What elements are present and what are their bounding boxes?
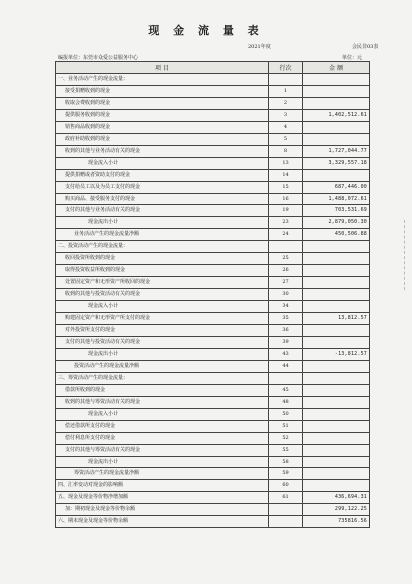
- table-row: [56, 133, 370, 145]
- row-line-number: 39: [269, 336, 303, 348]
- row-line-number: 34: [269, 301, 303, 313]
- row-amount: [303, 360, 370, 372]
- row-amount: 1,402,512.61: [303, 109, 370, 121]
- row-line-number: 36: [269, 325, 303, 337]
- row-line-number: 48: [269, 396, 303, 408]
- row-line-number: [269, 516, 303, 528]
- row-line-number: 25: [269, 253, 303, 265]
- row-line-number: [269, 74, 303, 86]
- row-amount: 1,488,072.61: [303, 193, 370, 205]
- row-amount: [303, 301, 370, 313]
- table-row: [56, 205, 370, 217]
- row-amount: [303, 408, 370, 420]
- row-item-label: 销售商品收到的现金: [56, 121, 269, 133]
- table-row: [56, 97, 370, 109]
- table-row: [56, 408, 370, 420]
- row-line-number: 23: [269, 217, 303, 229]
- row-amount: [303, 372, 370, 384]
- table-row: [56, 432, 370, 444]
- row-item-label: 现金流入小计: [56, 408, 269, 420]
- row-item-label: 提供服务收到的现金: [56, 109, 269, 121]
- row-line-number: [269, 372, 303, 384]
- table-row: [56, 468, 370, 480]
- row-amount: [303, 396, 370, 408]
- row-amount: [303, 420, 370, 432]
- table-row: [56, 372, 370, 384]
- row-amount: -13,812.57: [303, 348, 370, 360]
- row-amount: [303, 384, 370, 396]
- row-item-label: 收到的其他与筹资活动有关的现金: [56, 396, 269, 408]
- document-title: 现 金 流 量 表: [148, 24, 264, 37]
- row-line-number: 15: [269, 181, 303, 193]
- row-item-label: 支付给员工以及为员工支付的现金: [56, 181, 269, 193]
- row-amount: [303, 241, 370, 253]
- row-amount: [303, 133, 370, 145]
- row-amount: 735816.56: [303, 516, 370, 528]
- row-item-label: 接受捐赠收到的现金: [56, 85, 269, 97]
- row-line-number: 60: [269, 480, 303, 492]
- row-line-number: 58: [269, 456, 303, 468]
- row-amount: 436,694.31: [303, 492, 370, 504]
- table-row: [56, 504, 370, 516]
- row-line-number: 44: [269, 360, 303, 372]
- table-row: [56, 277, 370, 289]
- row-line-number: 61: [269, 492, 303, 504]
- row-item-label: 支付的其他与业务活动有关的现金: [56, 205, 269, 217]
- table-row: [56, 241, 370, 253]
- table-row: [56, 384, 370, 396]
- row-line-number: 8: [269, 145, 303, 157]
- row-item-label: 购买商品、接受服务支付的现金: [56, 193, 269, 205]
- row-item-label: 三、筹资活动产生的现金流量：: [56, 372, 269, 384]
- table-header-row: [56, 62, 370, 74]
- row-line-number: 45: [269, 384, 303, 396]
- row-line-number: 55: [269, 444, 303, 456]
- row-amount: [303, 97, 370, 109]
- row-line-number: 30: [269, 289, 303, 301]
- row-line-number: 4: [269, 121, 303, 133]
- row-item-label: 二、投资活动产生的现金流量：: [56, 241, 269, 253]
- row-item-label: 五、现金及现金等价物净增加额: [56, 492, 269, 504]
- row-item-label: 现金流出小计: [56, 348, 269, 360]
- table-row: [56, 336, 370, 348]
- row-amount: [303, 121, 370, 133]
- row-line-number: 50: [269, 408, 303, 420]
- row-item-label: 借款所收到的现金: [56, 384, 269, 396]
- row-item-label: 取得投资收益所收到的现金: [56, 265, 269, 277]
- row-line-number: 27: [269, 277, 303, 289]
- row-item-label: 收取会费收到的现金: [56, 97, 269, 109]
- table-row: [56, 360, 370, 372]
- row-item-label: 提供捐赠或者资助支付的现金: [56, 169, 269, 181]
- table-row: [56, 169, 370, 181]
- row-item-label: 收到的其他与投资活动有关的现金: [56, 289, 269, 301]
- row-item-label: 投资活动产生的现金流量净额: [56, 360, 269, 372]
- row-amount: [303, 468, 370, 480]
- row-item-label: 现金流出小计: [56, 456, 269, 468]
- row-line-number: [269, 504, 303, 516]
- table-row: [56, 85, 370, 97]
- table-row: [56, 516, 370, 528]
- row-item-label: 四、汇率变动对现金的影响额: [56, 480, 269, 492]
- row-item-label: 对外投资所支付的现金: [56, 325, 269, 337]
- row-item-label: 现金流出小计: [56, 217, 269, 229]
- table-row: [56, 145, 370, 157]
- form-number: 会民非03表: [352, 44, 379, 50]
- row-item-label: 加：期初现金及现金等价物余额: [56, 504, 269, 516]
- cash-flow-table: [55, 61, 370, 528]
- row-item-label: 现金流入小计: [56, 157, 269, 169]
- table-row: [56, 74, 370, 86]
- row-amount: [303, 480, 370, 492]
- row-item-label: 购建固定资产和无形资产所支付的现金: [56, 313, 269, 325]
- table-row: [56, 229, 370, 241]
- table-row: [56, 444, 370, 456]
- row-line-number: 2: [269, 97, 303, 109]
- row-line-number: 24: [269, 229, 303, 241]
- report-year: 2021年度: [248, 44, 271, 50]
- row-amount: [303, 85, 370, 97]
- row-item-label: 支付的其他与投资活动有关的现金: [56, 336, 269, 348]
- row-line-number: 51: [269, 420, 303, 432]
- row-item-label: 偿付利息所支付的现金: [56, 432, 269, 444]
- row-amount: 687,446.00: [303, 181, 370, 193]
- table-row: [56, 456, 370, 468]
- row-item-label: 一、业务活动产生的现金流量：: [56, 74, 269, 86]
- row-item-label: 处置固定资产和无形资产所收回的现金: [56, 277, 269, 289]
- table-row: [56, 348, 370, 360]
- row-line-number: 59: [269, 468, 303, 480]
- row-amount: [303, 169, 370, 181]
- row-item-label: 偿还借款所支付的现金: [56, 420, 269, 432]
- row-amount: 1,727,044.77: [303, 145, 370, 157]
- table-row: [56, 157, 370, 169]
- currency-unit: 单位：元: [342, 55, 363, 61]
- table-row: [56, 289, 370, 301]
- row-line-number: 16: [269, 193, 303, 205]
- row-item-label: 支付的其他与筹资活动有关的现金: [56, 444, 269, 456]
- table-row: [56, 193, 370, 205]
- row-item-label: 筹资活动产生的现金流量净额: [56, 468, 269, 480]
- row-line-number: 19: [269, 205, 303, 217]
- row-item-label: 政府补助收到的现金: [56, 133, 269, 145]
- table-row: [56, 253, 370, 265]
- reporting-organization: 编报单位：东莞市众爱公益服务中心: [58, 55, 139, 61]
- row-line-number: 35: [269, 313, 303, 325]
- row-amount: [303, 277, 370, 289]
- row-amount: [303, 265, 370, 277]
- row-item-label: 收到的其他与业务活动有关的现金: [56, 145, 269, 157]
- row-item-label: 收回投资所收到的现金: [56, 253, 269, 265]
- row-amount: 2,879,050.30: [303, 217, 370, 229]
- row-line-number: 1: [269, 85, 303, 97]
- binding-edge-mark: [404, 220, 411, 290]
- table-row: [56, 181, 370, 193]
- table-row: [56, 217, 370, 229]
- row-amount: [303, 253, 370, 265]
- column-header-item: 项 目: [56, 62, 269, 74]
- row-amount: 299,122.25: [303, 504, 370, 516]
- row-line-number: 3: [269, 109, 303, 121]
- table-row: [56, 420, 370, 432]
- row-amount: 450,506.88: [303, 229, 370, 241]
- table-row: [56, 492, 370, 504]
- row-line-number: 14: [269, 169, 303, 181]
- row-line-number: 13: [269, 157, 303, 169]
- table-row: [56, 325, 370, 337]
- row-amount: [303, 74, 370, 86]
- row-line-number: 43: [269, 348, 303, 360]
- column-header-amount: 金 额: [303, 62, 370, 74]
- row-amount: [303, 325, 370, 337]
- row-line-number: 5: [269, 133, 303, 145]
- row-amount: [303, 444, 370, 456]
- row-amount: 3,329,557.18: [303, 157, 370, 169]
- table-row: [56, 121, 370, 133]
- row-amount: [303, 456, 370, 468]
- row-amount: [303, 289, 370, 301]
- row-item-label: 业务活动产生的现金流量净额: [56, 229, 269, 241]
- row-line-number: [269, 241, 303, 253]
- row-amount: 703,531.69: [303, 205, 370, 217]
- table-row: [56, 301, 370, 313]
- column-header-line: 行次: [269, 62, 303, 74]
- table-row: [56, 480, 370, 492]
- row-amount: [303, 432, 370, 444]
- table-row: [56, 313, 370, 325]
- table-row: [56, 396, 370, 408]
- row-line-number: 26: [269, 265, 303, 277]
- table-row: [56, 265, 370, 277]
- row-amount: [303, 336, 370, 348]
- row-item-label: 六、期末现金及现金等价物余额: [56, 516, 269, 528]
- row-line-number: 52: [269, 432, 303, 444]
- table-row: [56, 109, 370, 121]
- row-amount: 13,812.57: [303, 313, 370, 325]
- row-item-label: 现金流入小计: [56, 301, 269, 313]
